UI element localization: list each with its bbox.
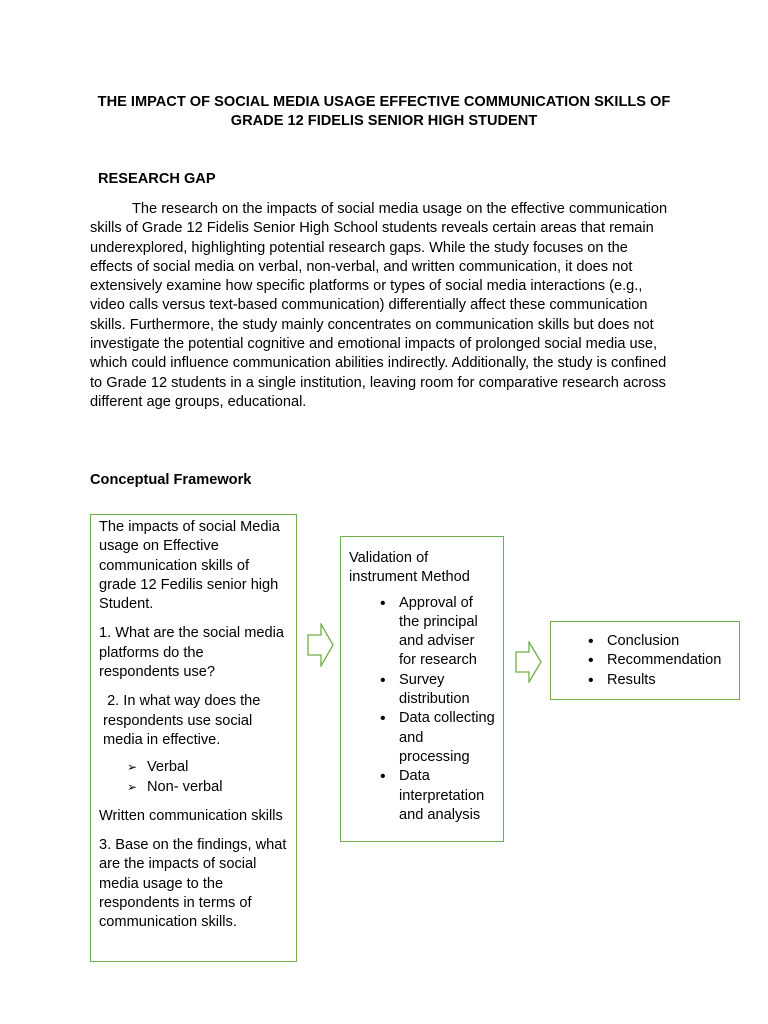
bullet-icon: •: [588, 671, 594, 689]
bullet-icon: •: [380, 768, 386, 786]
communication-type-list: [99, 758, 288, 797]
question-3: 3. Base on the findings, what are the impacts of social media usage to the respondents in terms of communication skills.: [99, 837, 287, 931]
question-2: 2. In what way does the respondents use social media in effective.: [103, 693, 265, 748]
research-gap-paragraph: The research on the impacts of social media usage on the effective communication skills of Grade 12 Fidelis Senior High School students reveals certain areas that remain underexplored, highlighting potential research gaps. While the study focuses on the effects of social media on verbal, non-verbal, and written communication, it does not extensively examine how specific platforms or types of social media interactions (e.g., video calls versus text-based communication) differentially affect these communication skills. Furthermore, the study mainly concentrates on communication skills but does not investigate the potential cognitive and emotional impacts of prolonged social media use, which could influence communication abilities indirectly. Additionally, the study is confined to Grade 12 students in a single institution, leaving room for comparative research across different age groups, educational.: [90, 201, 668, 410]
input-box: [90, 514, 297, 962]
conceptual-framework-heading: Conceptual Framework: [90, 472, 252, 488]
input-intro: The impacts of social Media usage on Effective communication skills of grade 12 Fedilis senior high Student.: [99, 519, 280, 613]
output-list: [559, 632, 731, 690]
bullet-icon: •: [380, 594, 386, 612]
written-communication: Written communication skills: [99, 807, 283, 824]
arrow-bullet-icon: ➢: [127, 760, 138, 775]
question-1: 1. What are the social media platforms do the respondents use?: [99, 625, 284, 681]
list-item: ➢ Non- verbal: [127, 778, 288, 797]
right-arrow-icon: [515, 641, 543, 683]
document-title: THE IMPACT OF SOCIAL MEDIA USAGE EFFECTIVE COMMUNICATION SKILLS OF GRADE 12 FIDELIS SENIOR HIGH STUDENT: [97, 94, 671, 129]
arrow-bullet-icon: ➢: [127, 779, 138, 794]
process-list: [349, 594, 495, 826]
list-item: • Approval of the principal and adviser for research: [380, 594, 478, 669]
research-gap-heading: RESEARCH GAP: [98, 171, 216, 187]
list-item: • Conclusion: [588, 633, 680, 650]
process-heading: Validation of instrument Method: [349, 550, 470, 586]
bullet-icon: •: [380, 710, 386, 728]
right-arrow-icon: [307, 623, 335, 667]
list-item: • Survey distribution: [380, 671, 470, 708]
list-item: • Data interpretation and analysis: [380, 768, 485, 823]
bullet-icon: •: [588, 633, 594, 650]
list-item: • Results: [588, 671, 656, 689]
process-box: [340, 536, 504, 842]
bullet-icon: •: [588, 652, 594, 670]
output-box: [550, 621, 740, 700]
list-item: ➢ Verbal: [127, 758, 288, 777]
bullet-icon: •: [380, 671, 386, 689]
list-item: • Recommendation: [588, 652, 722, 670]
list-item: • Data collecting and processing: [380, 710, 495, 765]
